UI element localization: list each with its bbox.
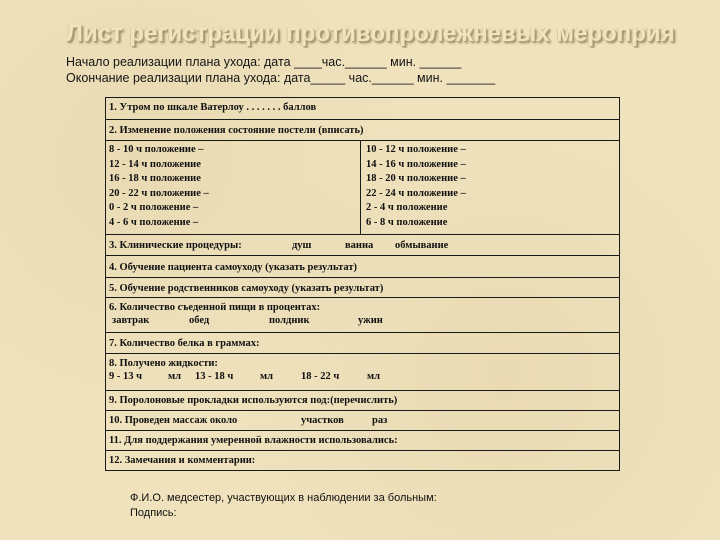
signature-block bbox=[130, 491, 437, 521]
humidity-row: 11. Для поддержания умеренной влажности использовались: bbox=[106, 430, 619, 450]
schedule-item: 20 - 22 ч положение – bbox=[109, 187, 209, 199]
massage-areas-label: участков bbox=[301, 415, 344, 426]
fluid-unit: мл bbox=[260, 371, 274, 382]
position-schedule bbox=[106, 140, 619, 234]
schedule-item: 6 - 8 ч положение bbox=[366, 216, 448, 228]
schedule-item: 14 - 16 ч положение – bbox=[366, 158, 466, 170]
fluid-time: 9 - 13 ч bbox=[109, 371, 143, 382]
meal-label: полдник bbox=[269, 315, 310, 326]
waterlow-score-row: 1. Утром по шкале Ватерлоу . . . . . . . баллов bbox=[109, 102, 317, 113]
massage-times-label: раз bbox=[372, 415, 388, 426]
nurses-names-label: Ф.И.О. медсестер, участвующих в наблюдении за больным: bbox=[130, 492, 437, 504]
food-intake-row bbox=[106, 297, 619, 332]
position-schedule-left bbox=[106, 141, 361, 234]
fluid-time: 18 - 22 ч bbox=[301, 371, 340, 382]
foam-pads-row: 9. Поролоновые прокладки используются под:(перечислить) bbox=[106, 390, 619, 410]
protein-row: 7. Количество белка в граммах: bbox=[106, 332, 619, 353]
meal-label: ужин bbox=[358, 315, 383, 326]
schedule-item: 16 - 18 ч положение bbox=[109, 173, 201, 184]
schedule-item: 18 - 20 ч положение – bbox=[366, 173, 466, 184]
clinical-procedures-label: 3. Клинические процедуры: bbox=[109, 240, 242, 251]
plan-start-line: Начало реализации плана ухода: дата ____час.______ мин. ______ bbox=[66, 55, 462, 69]
fluid-intake-row bbox=[106, 353, 619, 390]
schedule-item: 10 - 12 ч положение – bbox=[366, 144, 466, 155]
schedule-item: 8 - 10 ч положение – bbox=[109, 144, 204, 155]
relatives-training-row: 5. Обучение родственников самоуходу (указать результат) bbox=[106, 277, 619, 297]
registration-form bbox=[105, 97, 620, 471]
fluid-time: 13 - 18 ч bbox=[195, 371, 234, 382]
schedule-item: 4 - 6 ч положение – bbox=[109, 216, 199, 228]
clinical-procedures-row bbox=[106, 234, 619, 255]
position-schedule-right bbox=[361, 141, 619, 234]
fluid-unit: мл bbox=[367, 371, 381, 382]
food-intake-label: 6. Количество съеденной пищи в процентах: bbox=[109, 302, 321, 313]
patient-training-row: 4. Обучение пациента самоуходу (указать результат) bbox=[106, 255, 619, 277]
procedure-option: обмывание bbox=[395, 240, 449, 251]
procedure-option: душ bbox=[292, 240, 312, 251]
comments-row: 12. Замечания и комментарии: bbox=[106, 450, 619, 470]
fluid-intake-label: 8. Получено жидкости: bbox=[109, 358, 218, 369]
schedule-item: 2 - 4 ч положение bbox=[366, 202, 448, 213]
plan-end-line: Окончание реализации плана ухода: дата_____ час.______ мин. _______ bbox=[66, 71, 496, 85]
meal-label: обед bbox=[189, 315, 210, 326]
page-title: Лист регистрации противопролежневых мероприя bbox=[66, 20, 675, 47]
signature-label: Подпись: bbox=[130, 507, 177, 519]
schedule-item: 0 - 2 ч положение – bbox=[109, 202, 199, 213]
schedule-item: 22 - 24 ч положение – bbox=[366, 187, 466, 199]
position-change-row: 2. Изменение положения состояние постели (вписать) bbox=[106, 119, 619, 140]
procedure-option: ванна bbox=[345, 240, 374, 251]
meal-label: завтрак bbox=[112, 315, 150, 326]
massage-row bbox=[106, 410, 619, 430]
massage-label: 10. Проведен массаж около bbox=[109, 415, 238, 426]
schedule-item: 12 - 14 ч положение bbox=[109, 158, 201, 170]
fluid-unit: мл bbox=[168, 371, 182, 382]
